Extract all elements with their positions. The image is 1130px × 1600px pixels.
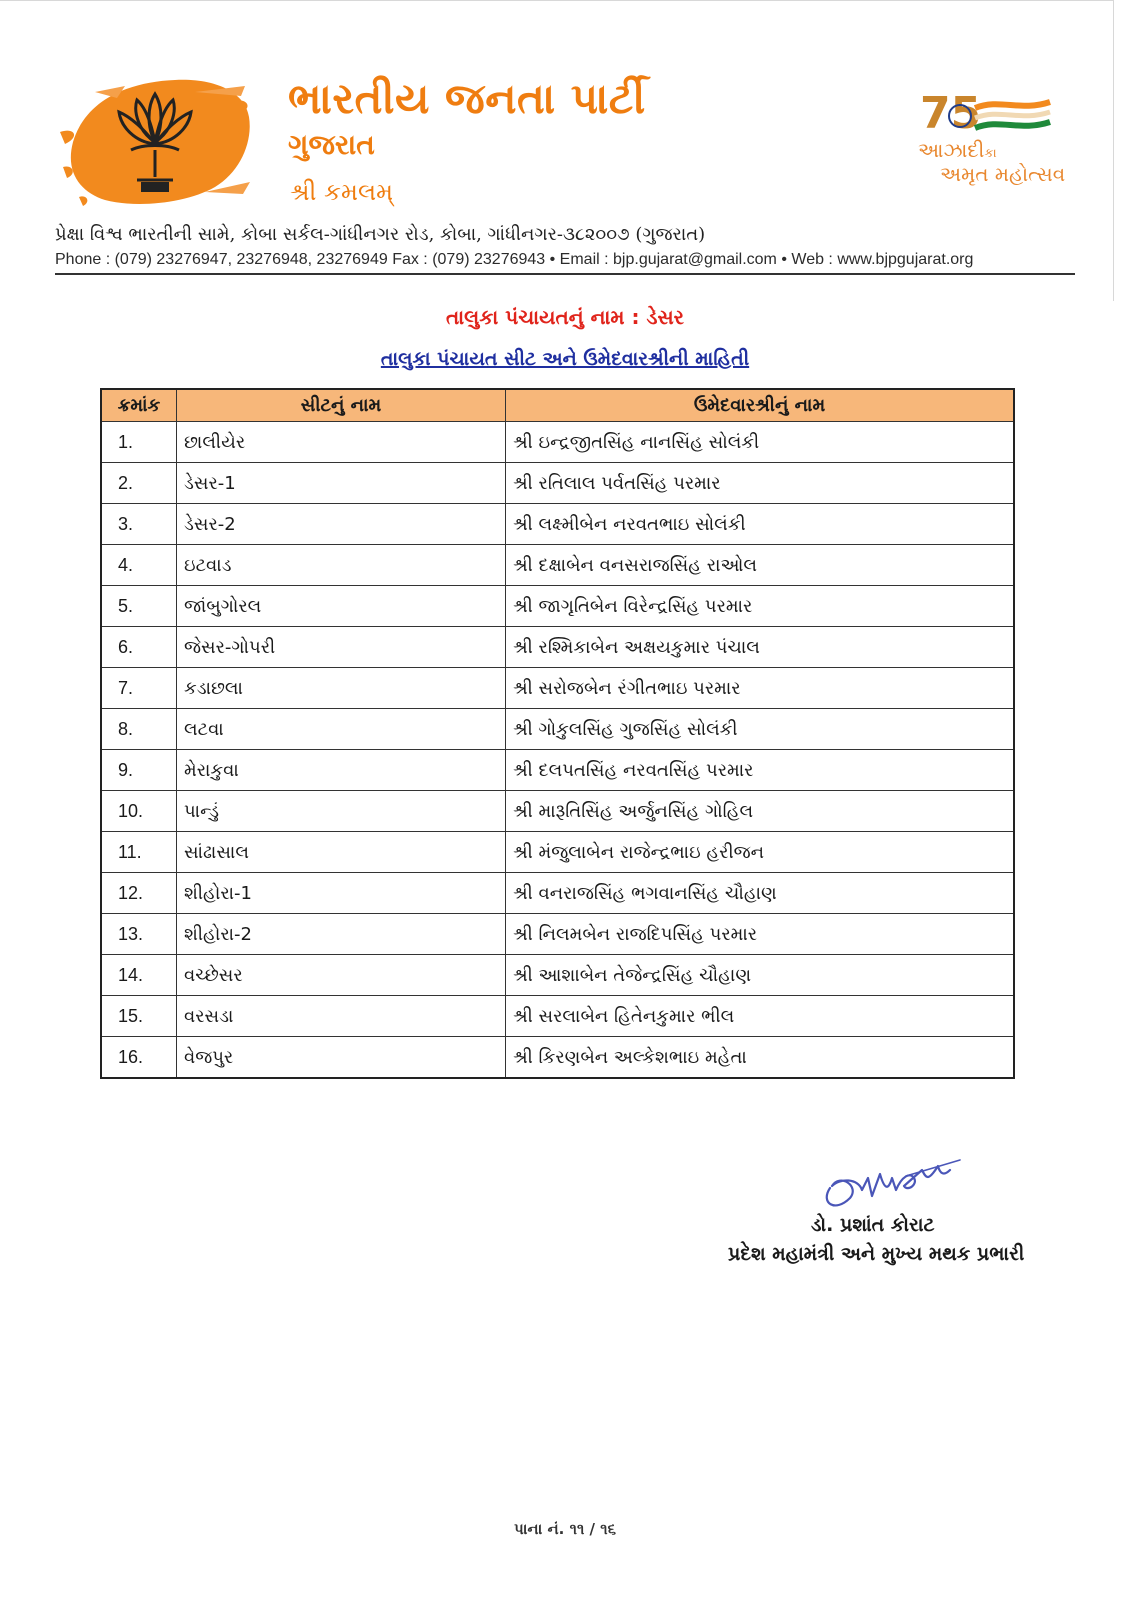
serial-cell: 4. bbox=[101, 545, 177, 586]
lotus-icon bbox=[55, 72, 255, 212]
serial-cell: 2. bbox=[101, 463, 177, 504]
office-address: પ્રેક્ષા વિશ્વ ભારતીની સામે, કોબા સર્કલ-ગાંધીનગર રોડ, કોબા, ગાંધીનગર-૩૮૨૦૦૭ (ગુજરાત) bbox=[55, 224, 706, 245]
table-row bbox=[101, 709, 1014, 750]
candidate-cell: શ્રી રતિલાલ પર્વતસિંહ પરમાર bbox=[506, 463, 1015, 504]
contact-info: Phone : (079) 23276947, 23276948, 23276949 Fax : (079) 23276943 • Email : bjp.gujarat@gmail.com • Web : www.bjpgujarat.org bbox=[55, 251, 974, 268]
serial-cell: 3. bbox=[101, 504, 177, 545]
seat-cell: ડેસર-2 bbox=[177, 504, 506, 545]
header-serial: ક્રમાંક bbox=[101, 389, 177, 422]
candidate-cell: શ્રી લક્ષ્મીબેન નરવતભાઇ સોલંકી bbox=[506, 504, 1015, 545]
serial-cell: 7. bbox=[101, 668, 177, 709]
azadi-line1: આઝાદીકા bbox=[918, 138, 997, 162]
seat-cell: પાન્ડું bbox=[177, 791, 506, 832]
table-row bbox=[101, 996, 1014, 1037]
seat-cell: જાંબુગોરલ bbox=[177, 586, 506, 627]
table-row bbox=[101, 955, 1014, 996]
candidate-cell: શ્રી દક્ષાબેન વનસરાજસિંહ રાઓલ bbox=[506, 545, 1015, 586]
table-row bbox=[101, 545, 1014, 586]
candidate-cell: શ્રી મંજુલાબેન રાજેન્દ્રભાઇ હરીજન bbox=[506, 832, 1015, 873]
seat-cell: છાલીયેર bbox=[177, 422, 506, 463]
table-header-row bbox=[101, 389, 1014, 422]
serial-cell: 11. bbox=[101, 832, 177, 873]
seat-cell: વેજપુર bbox=[177, 1037, 506, 1079]
office-name: શ્રી કમલમ્ bbox=[290, 178, 394, 206]
signatory-name: ડો. પ્રશાંત કોરાટ bbox=[811, 1214, 935, 1236]
candidate-cell: શ્રી ઇન્દ્રજીતસિંહ નાનસિંહ સોલંકી bbox=[506, 422, 1015, 463]
serial-cell: 12. bbox=[101, 873, 177, 914]
table-row bbox=[101, 627, 1014, 668]
table-row bbox=[101, 586, 1014, 627]
signatory-designation: પ્રદેશ મહામંત્રી અને મુખ્ય મથક પ્રભારી bbox=[728, 1243, 1025, 1265]
table-row bbox=[101, 914, 1014, 955]
serial-cell: 14. bbox=[101, 955, 177, 996]
candidate-cell: શ્રી મારૂતિસિંહ અર્જુનસિંહ ગોહિલ bbox=[506, 791, 1015, 832]
serial-cell: 1. bbox=[101, 422, 177, 463]
state-name: ગુજરાત bbox=[288, 128, 375, 161]
seat-cell: ડેસર-1 bbox=[177, 463, 506, 504]
candidate-cell: શ્રી રશ્મિકાબેન અક્ષયકુમાર પંચાલ bbox=[506, 627, 1015, 668]
seat-cell: શીહોરા-1 bbox=[177, 873, 506, 914]
seat-cell: શીહોરા-2 bbox=[177, 914, 506, 955]
table-row bbox=[101, 873, 1014, 914]
table-row bbox=[101, 1037, 1014, 1079]
table-row bbox=[101, 791, 1014, 832]
table-subtitle bbox=[0, 348, 1130, 370]
seat-cell: મેરાકુવા bbox=[177, 750, 506, 791]
serial-cell: 6. bbox=[101, 627, 177, 668]
seat-cell: વરસડા bbox=[177, 996, 506, 1037]
serial-cell: 5. bbox=[101, 586, 177, 627]
panchayat-name-heading: તાલુકા પંચાયતનું નામ : ડેસર bbox=[445, 305, 684, 329]
signature bbox=[810, 1148, 970, 1218]
serial-cell: 15. bbox=[101, 996, 177, 1037]
serial-cell: 8. bbox=[101, 709, 177, 750]
azadi-line2: અમૃત મહોત્સવ bbox=[940, 162, 1066, 186]
candidate-cell: શ્રી આશાબેન તેજેન્દ્રસિંહ ચૌહાણ bbox=[506, 955, 1015, 996]
table-row bbox=[101, 504, 1014, 545]
header-divider bbox=[55, 273, 1075, 275]
candidate-cell: શ્રી નિલમબેન રાજદિપસિંહ પરમાર bbox=[506, 914, 1015, 955]
candidate-cell: શ્રી કિરણબેન અલ્કેશભાઇ મહેતા bbox=[506, 1037, 1015, 1079]
table-row bbox=[101, 668, 1014, 709]
table-row bbox=[101, 832, 1014, 873]
candidate-cell: શ્રી વનરાજસિંહ ભગવાનસિંહ ચૌહાણ bbox=[506, 873, 1015, 914]
seat-cell: સાંઢાસાલ bbox=[177, 832, 506, 873]
candidate-cell: શ્રી ગોકુલસિંહ ગુજસિંહ સોલંકી bbox=[506, 709, 1015, 750]
table-row bbox=[101, 422, 1014, 463]
seat-cell: જેસર-ગોપરી bbox=[177, 627, 506, 668]
candidate-cell: શ્રી દલપતસિંહ નરવતસિંહ પરમાર bbox=[506, 750, 1015, 791]
serial-cell: 9. bbox=[101, 750, 177, 791]
table-row bbox=[101, 463, 1014, 504]
candidate-cell: શ્રી જાગૃતિબેન વિરેન્દ્રસિંહ પરમાર bbox=[506, 586, 1015, 627]
serial-cell: 10. bbox=[101, 791, 177, 832]
serial-cell: 13. bbox=[101, 914, 177, 955]
header-seat-name: સીટનું નામ bbox=[177, 389, 506, 422]
candidates-table bbox=[100, 388, 1015, 1079]
seat-cell: વચ્છેસર bbox=[177, 955, 506, 996]
header-candidate-name: ઉમેદવારશ્રીનું નામ bbox=[506, 389, 1015, 422]
seat-cell: ઇટવાડ bbox=[177, 545, 506, 586]
seat-cell: લટવા bbox=[177, 709, 506, 750]
azadi-logo-number: 75 bbox=[920, 88, 982, 139]
table-row bbox=[101, 750, 1014, 791]
page-number: પાના નં. ૧૧ / ૧૬ bbox=[514, 1520, 616, 1538]
serial-cell: 16. bbox=[101, 1037, 177, 1079]
party-title: ભારતીય જનતા પાર્ટી bbox=[288, 74, 646, 123]
candidate-cell: શ્રી સરોજબેન રંગીતભાઇ પરમાર bbox=[506, 668, 1015, 709]
candidate-cell: શ્રી સરલાબેન હિતેનકુમાર ભીલ bbox=[506, 996, 1015, 1037]
table-subtitle-text: તાલુકા પંચાયત સીટ અને ઉમેદવારશ્રીની માહિતી bbox=[380, 348, 750, 370]
seat-cell: કડાછલા bbox=[177, 668, 506, 709]
